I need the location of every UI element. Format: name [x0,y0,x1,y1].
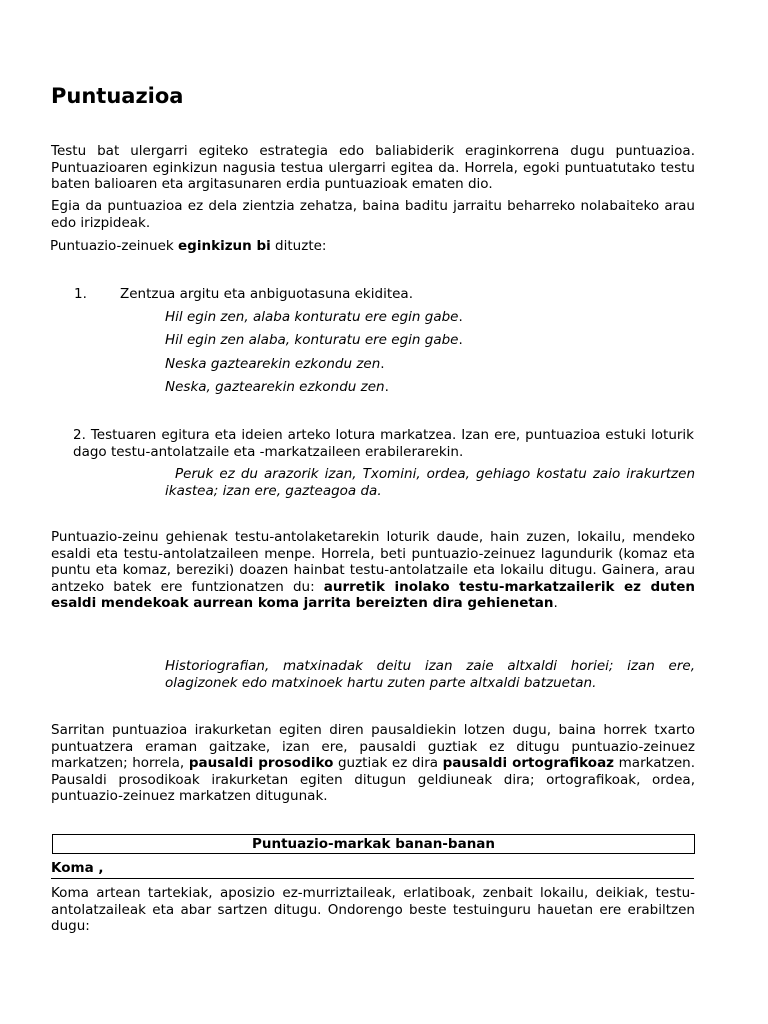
list-item-1-text: Zentzua argitu eta anbiguotasuna ekiditea. [120,286,413,302]
paragraph-3 [51,529,695,612]
koma-paragraph: Koma artean tartekiak, aposizio ez-murriztaileak, erlatiboak, zenbait lokailu, deikiak, testu-antolatzaileak eta abar sartzen ditugu. Ondorengo beste testuinguru hauetan ere erabiltzen dugu: [51,885,695,935]
example-period: . [380,356,385,372]
example-text: Neska gaztearekin ezkondu zen [165,356,381,372]
paragraph-3-bold: aurretik inolako testu-markatzailerik ez duten esaldi mendekoak aurrean koma jarrita bereizten dira gehienetan [51,578,695,612]
list-item-1-number: 1. [74,286,87,302]
example-3: Historiografian, matxinadak deitu izan zaie altxaldi horiei; izan ere, olagizonek edo matxinoek hartu zuten parte altxaldi batzuetan. [165,658,695,691]
page-title: Puntuazioa [51,84,184,108]
example-line [165,379,389,395]
example-2: Peruk ez du arazorik izan, Txomini, ordea, gehiago kostatu zaio irakurtzen ikastea; izan ere, gazteagoa da. [165,466,695,499]
example-line [165,309,463,325]
example-text: Hil egin zen alaba, konturatu ere egin gabe [165,332,459,348]
example-period: . [458,332,463,348]
list-item-2: 2. Testuaren egitura eta ideien arteko lotura markatzea. Izan ere, puntuazioa estuki loturik dago testu-antolatzaile eta -markatzaileen erabilerarekin. [73,427,694,460]
intro-p3-pre: Puntuazio-zeinuek [50,238,179,254]
paragraph-3-text: Puntuazio-zeinu gehienak testu-antolaketarekin loturik daude, hain zuzen, lokailu, mendeko esaldi eta testu-antolatzaileen menpe. Horrela, beti puntuazio-zeinuez lagundurik (komaz eta puntu eta komaz, bereziki) doazen hainbat testu-antolatzaile eta lokailu ditugu. Gainera, arau antzeko batek ere funtzionatzen du: [51,529,695,595]
intro-p3-post: dituzte: [270,238,327,254]
example-line [165,356,385,372]
koma-heading: Koma , [51,860,694,879]
paragraph-3-end: . [553,595,558,612]
paragraph-4-a: Sarritan puntuazioa irakurketan egiten diren pausaldiekin lotzen dugu, baina horrek txarto puntuatzera eraman gaitzake, izan ere, pausaldi guztiak ez ditugu puntuazio-zeinuez markatzen; horrela, [51,722,695,772]
paragraph-4-d: markatzen. Pausaldi prosodikoak irakurketan egiten ditugun geldiuneak dira; ortografikoak, ordea, puntuazio-zeinuez markatzen ditugunak. [51,755,696,805]
example-text: Hil egin zen, alaba konturatu ere egin gabe [165,309,459,325]
intro-paragraph-2: Egia da puntuazioa ez dela zientzia zehatza, baina baditu jarraitu beharreko nolabaiteko arau edo irizpideak. [51,198,695,231]
example-line [165,332,463,348]
intro-p3-bold: eginkizun bi [178,238,271,254]
paragraph-4 [51,722,695,805]
example-text: Neska, gaztearekin ezkondu zen [165,379,385,395]
paragraph-4-bold-2: pausaldi ortografikoaz [442,755,615,772]
example-period: . [384,379,389,395]
example-period: . [458,309,463,325]
list-item-1 [74,286,413,302]
section-header-box: Puntuazio-markak banan-banan [52,834,695,854]
intro-paragraph-1: Testu bat ulergarri egiteko estrategia edo baliabiderik eraginkorrena dugu puntuazioa. Puntuazioaren eginkizun nagusia testua ulergarri egitea da. Horrela, egoki puntuatutako testu baten balioaren eta argitasunaren erdia puntuazioak ematen dio. [51,143,695,193]
intro-paragraph-3 [50,238,694,255]
paragraph-4-bold-1: pausaldi prosodiko [188,755,334,772]
paragraph-4-c: guztiak ez dira [333,755,443,772]
